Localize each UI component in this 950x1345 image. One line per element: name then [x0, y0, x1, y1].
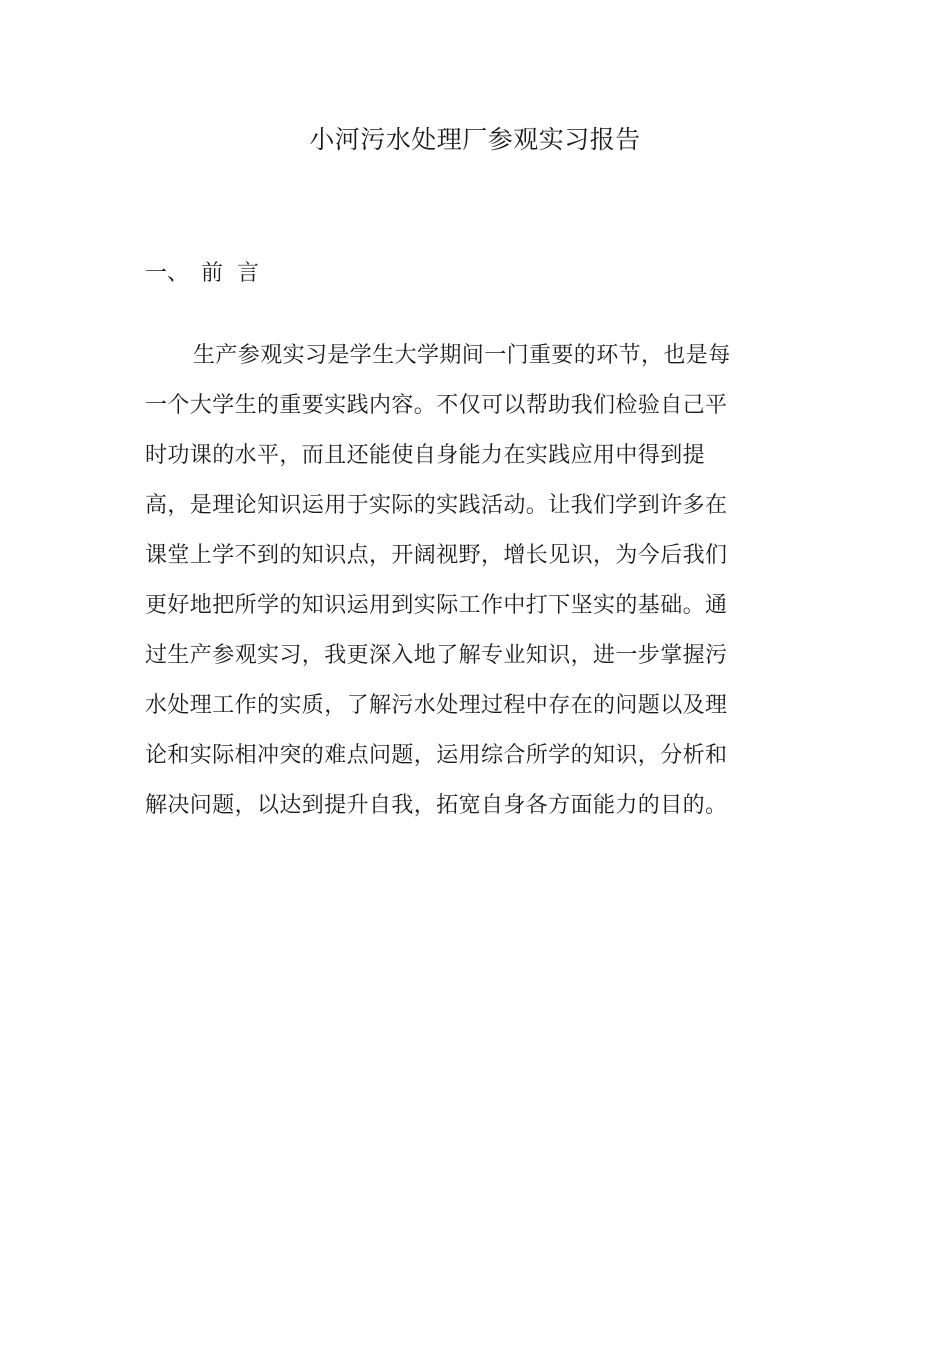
paragraph-line: 水处理工作的实质，了解污水处理过程中存在的问题以及理	[145, 693, 728, 718]
paragraph-line: 一个大学生的重要实践内容。不仅可以帮助我们检验自己平	[145, 393, 728, 418]
paragraph-line: 生产参观实习是学生大学期间一门重要的环节，也是每	[193, 343, 731, 368]
section-title: 前言	[201, 261, 274, 286]
paragraph-line: 解决问题，以达到提升自我，拓宽自身各方面能力的目的。	[145, 793, 728, 818]
body-paragraph	[145, 338, 745, 838]
paragraph-line: 高，是理论知识运用于实际的实践活动。让我们学到许多在	[145, 493, 728, 518]
section-heading	[145, 258, 273, 290]
paragraph-line: 过生产参观实习，我更深入地了解专业知识，进一步掌握污	[145, 643, 728, 668]
paragraph-line: 更好地把所学的知识运用到实际工作中打下坚实的基础。通	[145, 593, 728, 618]
paragraph-line: 课堂上学不到的知识点，开阔视野，增长见识，为今后我们	[145, 543, 728, 568]
section-number: 一、	[145, 261, 190, 286]
document-title: 小河污水处理厂参观实习报告	[309, 125, 641, 154]
paragraph-line: 时功课的水平，而且还能使自身能力在实践应用中得到提	[145, 443, 706, 468]
paragraph-line: 论和实际相冲突的难点问题，运用综合所学的知识，分析和	[145, 743, 728, 768]
